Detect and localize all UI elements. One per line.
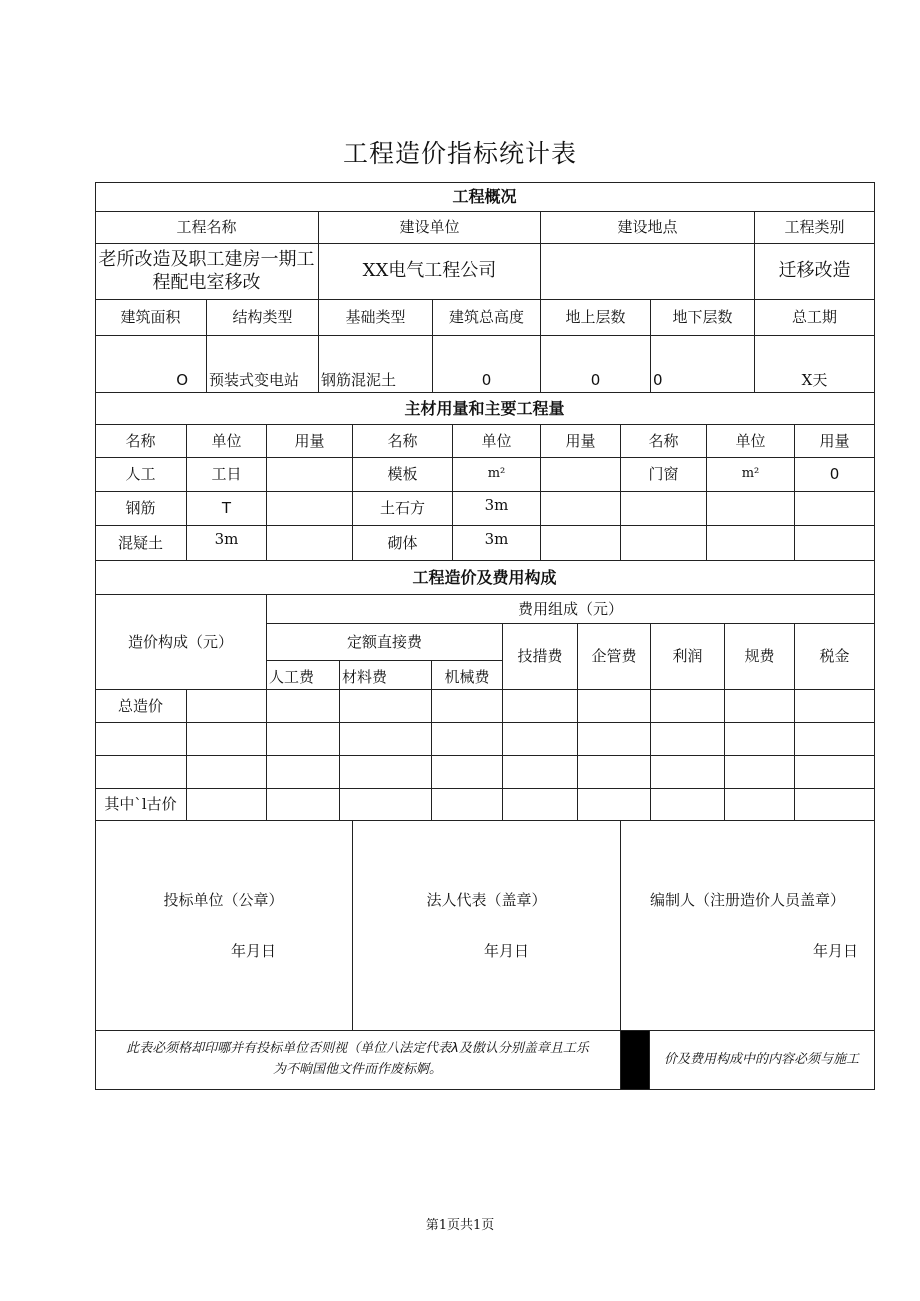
table-cell [432,789,503,821]
table-cell: 砌体 [353,526,453,561]
table-cell: 0 [795,458,875,492]
value-duration: X天 [755,336,875,393]
table-cell: 3m [187,526,267,561]
table-cell [725,789,795,821]
table-cell [651,723,725,756]
table-cell: m² [453,458,541,492]
value-height: 0 [433,336,541,393]
cost-header: 工程造价及费用构成 [95,561,875,595]
col-unit-3: 单位 [707,425,795,458]
value-project-name: 老所改造及职工建房一期工程配电室移改 [95,244,319,300]
table-cell [621,492,707,526]
table-cell: 3m [453,492,541,526]
label-duration: 总工期 [755,300,875,336]
page-title: 工程造价指标统计表 [342,139,577,168]
signature-label: 投标单位（公章） [163,890,284,909]
overview-header: 工程概况 [95,182,875,212]
label-floors-below: 地下层数 [651,300,755,336]
signature-bidder [95,821,353,1031]
table-cell [795,723,875,756]
col-qty-2: 用量 [541,425,621,458]
col-qty-3: 用量 [795,425,875,458]
table-cell [340,723,432,756]
table-cell [725,723,795,756]
row-label-total: 总造价 [95,690,187,723]
table-cell [267,723,340,756]
table-cell [187,789,267,821]
table-cell: 门窗 [621,458,707,492]
signature-date: 年月日 [230,941,276,960]
label-floors-above: 地上层数 [541,300,651,336]
label-location: 建设地点 [541,212,755,244]
table-cell [267,526,353,561]
table-cell: 3m [453,526,541,561]
table-cell [267,789,340,821]
table-cell [503,789,578,821]
signature-label: 法人代表（盖章） [426,890,547,909]
label-area: 建筑面积 [95,300,207,336]
col-unit-2: 单位 [453,425,541,458]
note-line: 为不晌国他文件而作废标婀。 [272,1062,442,1077]
table-cell: m² [707,458,795,492]
table-cell [503,723,578,756]
row-label [95,723,187,756]
table-cell [725,756,795,789]
value-floors-below: 0 [651,336,755,393]
table-cell [541,458,621,492]
management-fee-label: 企管费 [578,624,651,690]
signature-preparer [621,821,875,1031]
table-cell [340,789,432,821]
table-cell [795,756,875,789]
table-cell: 工日 [187,458,267,492]
label-foundation: 基础类型 [319,300,433,336]
table-cell: 土石方 [353,492,453,526]
table-cell [621,526,707,561]
value-floors-above: 0 [541,336,651,393]
table-cell [267,458,353,492]
table-cell [432,756,503,789]
table-cell: 模板 [353,458,453,492]
table-cell [578,789,651,821]
value-location [541,244,755,300]
row-label [95,756,187,789]
black-block [621,1031,650,1090]
table-cell [795,526,875,561]
regulatory-fee-label: 规费 [725,624,795,690]
col-qty-1: 用量 [267,425,353,458]
note-left [95,1031,621,1090]
table-cell [187,723,267,756]
table-cell [651,690,725,723]
table-cell [340,756,432,789]
table-cell [725,690,795,723]
table-cell [578,723,651,756]
value-area: O [95,336,207,393]
value-category: 迁移改造 [755,244,875,300]
label-structure: 结构类型 [207,300,319,336]
direct-fee-label: 定额直接费 [267,624,503,661]
table-cell: 混疑土 [95,526,187,561]
signature-date: 年月日 [812,941,858,960]
value-builder: XX电气工程公司 [319,244,541,300]
col-name-2: 名称 [353,425,453,458]
table-cell: 钢筋 [95,492,187,526]
col-name-1: 名称 [95,425,187,458]
table-cell [503,756,578,789]
value-foundation: 钢筋混泥土 [319,336,433,393]
table-cell [707,526,795,561]
table-cell [578,756,651,789]
table-cell [340,690,432,723]
table-cell [795,690,875,723]
label-height: 建筑总高度 [433,300,541,336]
signature-legal-rep [353,821,621,1031]
page-footer: 第1页共1页 [425,1218,495,1233]
table-cell [432,690,503,723]
measure-fee-label: 技措费 [503,624,578,690]
table-cell [541,492,621,526]
table-cell [795,789,875,821]
value-structure: 预装式变电站 [207,336,319,393]
note-line: 此表必须格却印哪并有投标单位否则视（单位八法定代表λ及傲认分别盖章且工乐 [126,1041,589,1057]
col-name-3: 名称 [621,425,707,458]
note-right: 价及费用构成中的内容必须与施工 [650,1031,875,1090]
label-builder: 建设单位 [319,212,541,244]
table-cell [432,723,503,756]
composition-label: 造价构成（元） [95,595,267,690]
table-cell [707,492,795,526]
table-cell [578,690,651,723]
fee-group-label: 费用组成（元） [267,595,875,624]
table-cell [267,690,340,723]
signature-date: 年月日 [483,941,529,960]
table-cell: T [187,492,267,526]
tax-label: 税金 [795,624,875,690]
signature-label: 编制人（注册造价人员盖章） [649,890,845,909]
table-cell [651,789,725,821]
labor-fee-label: 人工费 [267,661,340,690]
table-cell: 人工 [95,458,187,492]
label-project-name: 工程名称 [95,212,319,244]
table-cell [187,756,267,789]
row-label-other: 其中`l古价 [95,789,187,821]
table-cell [267,756,340,789]
machine-fee-label: 机械费 [432,661,503,690]
table-cell [651,756,725,789]
label-category: 工程类别 [755,212,875,244]
table-cell [267,492,353,526]
materials-header: 主材用量和主要工程量 [95,393,875,425]
profit-label: 利润 [651,624,725,690]
table-cell [187,690,267,723]
cost-index-table [95,182,875,1090]
table-cell [541,526,621,561]
col-unit-1: 单位 [187,425,267,458]
material-fee-label: 材料费 [340,661,432,690]
table-cell [503,690,578,723]
table-cell [795,492,875,526]
